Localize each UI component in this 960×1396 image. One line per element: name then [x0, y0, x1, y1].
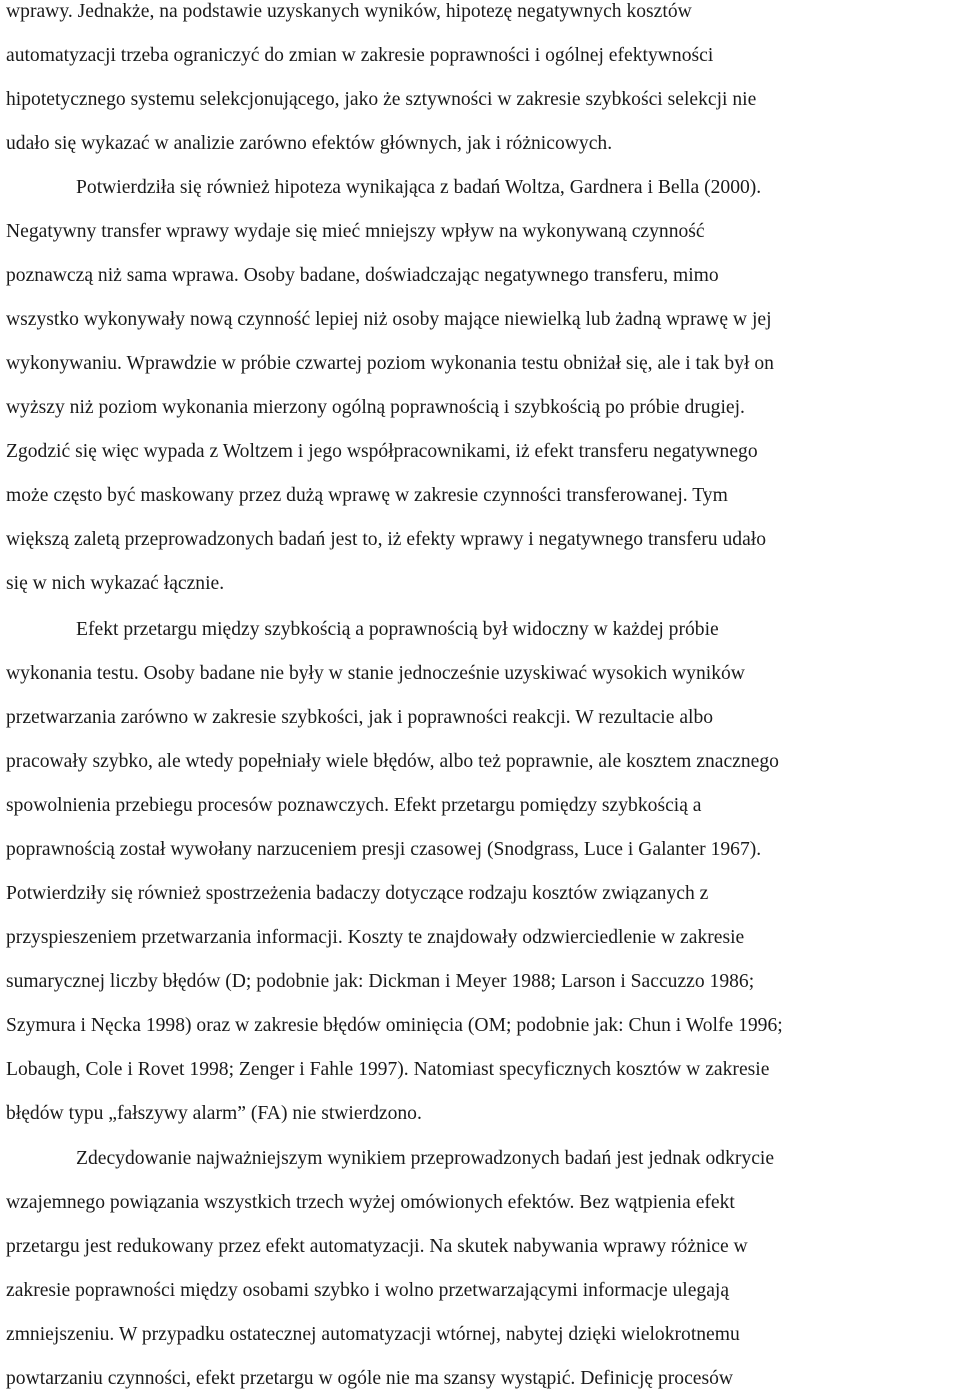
text-line: przyspieszeniem przetwarzania informacji. Koszty te znajdowały odzwierciedlenie w zakresie [6, 927, 745, 948]
text-line: większą zaletą przeprowadzonych badań jest to, iż efekty wprawy i negatywnego transferu udało [6, 529, 767, 550]
paragraph-first-line: Efekt przetargu między szybkością a poprawnością był widoczny w każdej próbie [76, 619, 719, 640]
text-line: wprawy. Jednakże, na podstawie uzyskanych wyników, hipotezę negatywnych kosztów [6, 1, 692, 22]
paragraph-first-line: Zdecydowanie najważniejszym wynikiem przeprowadzonych badań jest jednak odkrycie [76, 1148, 775, 1169]
text-line: automatyzacji trzeba ograniczyć do zmian w zakresie poprawności i ogólnej efektywności [6, 45, 714, 66]
text-line: Szymura i Nęcka 1998) oraz w zakresie błędów ominięcia (OM; podobnie jak: Chun i Wolfe 1996; [6, 1015, 783, 1036]
text-line: wykonania testu. Osoby badane nie były w stanie jednocześnie uzyskiwać wysokich wyników [6, 663, 745, 684]
text-line: wykonywaniu. Wprawdzie w próbie czwartej poziom wykonania testu obniżał się, ale i tak był on [6, 353, 774, 374]
text-line: wszystko wykonywały nową czynność lepiej niż osoby mające niewielką lub żadną wprawę w jej [6, 309, 772, 330]
text-line: pracowały szybko, ale wtedy popełniały wiele błędów, albo też poprawnie, ale kosztem znacznego [6, 751, 779, 772]
text-line: hipotetycznego systemu selekcjonującego, jako że sztywności w zakresie szybkości selekcji nie [6, 89, 757, 110]
text-line: wzajemnego powiązania wszystkich trzech wyżej omówionych efektów. Bez wątpienia efekt [6, 1192, 735, 1213]
text-line: powtarzaniu czynności, efekt przetargu w ogóle nie ma szansy wystąpić. Definicję procesów [6, 1368, 734, 1389]
text-line: wyższy niż poziom wykonania mierzony ogólną poprawnością i szybkością po próbie drugiej. [6, 397, 745, 418]
text-line: udało się wykazać w analizie zarówno efektów głównych, jak i różnicowych. [6, 133, 613, 154]
text-line: sumarycznej liczby błędów (D; podobnie jak: Dickman i Meyer 1988; Larson i Saccuzzo 1986; [6, 971, 755, 992]
text-line: zmniejszeniu. W przypadku ostatecznej automatyzacji wtórnej, nabytej dzięki wielokrotnemu [6, 1324, 740, 1345]
text-line: przetwarzania zarówno w zakresie szybkości, jak i poprawności reakcji. W rezultacie albo [6, 707, 714, 728]
paragraph-first-line: Potwierdziła się również hipoteza wynikająca z badań Woltza, Gardnera i Bella (2000). [76, 177, 762, 198]
text-line: Potwierdziły się również spostrzeżenia badaczy dotyczące rodzaju kosztów związanych z [6, 883, 709, 904]
text-line: Zgodzić się więc wypada z Woltzem i jego współpracownikami, iż efekt transferu negatywnego [6, 441, 758, 462]
text-line: Negatywny transfer wprawy wydaje się mieć mniejszy wpływ na wykonywaną czynność [6, 221, 705, 242]
text-line: może często być maskowany przez dużą wprawę w zakresie czynności transferowanej. Tym [6, 485, 728, 506]
text-line: przetargu jest redukowany przez efekt automatyzacji. Na skutek nabywania wprawy różnice w [6, 1236, 748, 1257]
text-line: Lobaugh, Cole i Rovet 1998; Zenger i Fahle 1997). Natomiast specyficznych kosztów w zakresie [6, 1059, 770, 1080]
text-line: się w nich wykazać łącznie. [6, 573, 225, 594]
text-line: zakresie poprawności między osobami szybko i wolno przetwarzającymi informacje ulegają [6, 1280, 730, 1301]
text-line: poznawczą niż sama wprawa. Osoby badane, doświadczając negatywnego transferu, mimo [6, 265, 719, 286]
text-line: błędów typu „fałszywy alarm” (FA) nie stwierdzono. [6, 1103, 422, 1124]
text-line: spowolnienia przebiegu procesów poznawczych. Efekt przetargu pomiędzy szybkością a [6, 795, 702, 816]
text-line: poprawnością został wywołany narzuceniem presji czasowej (Snodgrass, Luce i Galanter 1967). [6, 839, 762, 860]
